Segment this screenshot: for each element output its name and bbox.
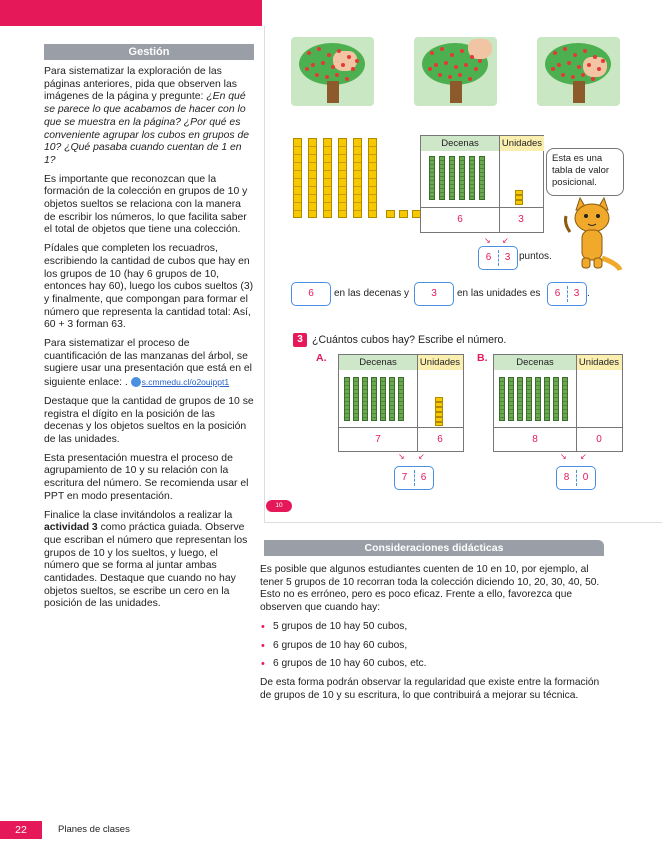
ten-stick bbox=[323, 138, 332, 218]
apple-icon bbox=[325, 75, 329, 79]
apple-icon bbox=[337, 49, 341, 53]
ten-stick bbox=[544, 377, 550, 421]
result-tens-digit: 7 bbox=[401, 472, 408, 483]
ten-stick bbox=[353, 377, 359, 421]
arrow-down-icon: ↙ bbox=[580, 452, 587, 461]
apple-icon bbox=[591, 77, 595, 81]
decenas-answer-box[interactable] bbox=[291, 282, 331, 306]
ten-stick bbox=[338, 138, 347, 218]
consideraciones-paragraph-2: De esta forma podrán observar la regularidad que existe entre la formación de grupos de 10 y su escritura, lo que contribuirá a mejorar su técnica. bbox=[260, 676, 600, 701]
student-page-number: 10 bbox=[266, 500, 292, 512]
top-accent-bar bbox=[0, 0, 262, 26]
apple-icon bbox=[327, 53, 331, 57]
gestion-paragraph-4 bbox=[44, 338, 254, 390]
apple-icon bbox=[468, 77, 472, 81]
arrow-down-icon: ↘ bbox=[484, 236, 491, 245]
apple-icon bbox=[335, 73, 339, 77]
result-units-digit: 6 bbox=[420, 472, 427, 483]
table-b-result-box[interactable] bbox=[556, 466, 596, 490]
table-a-label: A. bbox=[316, 352, 327, 364]
apple-icon bbox=[553, 51, 557, 55]
table-a-result-box[interactable] bbox=[394, 466, 434, 490]
unidades-answer: 3 bbox=[431, 288, 437, 299]
apple-icon bbox=[573, 53, 577, 57]
apple-icon bbox=[571, 75, 575, 79]
apple-icon bbox=[561, 73, 565, 77]
apple-icon bbox=[434, 63, 438, 67]
result-units-digit: 3 bbox=[504, 252, 511, 263]
table-b-label: B. bbox=[477, 352, 488, 364]
gestion-header: Gestión bbox=[44, 44, 254, 60]
puntos-label: puntos. bbox=[519, 251, 552, 262]
result-tens-digit: 6 bbox=[485, 252, 492, 263]
sentence-text-1: en las decenas y bbox=[334, 288, 410, 299]
ten-stick bbox=[368, 138, 377, 218]
apple-icon bbox=[448, 75, 452, 79]
footer-page-number: 22 bbox=[0, 821, 42, 839]
apple-icon bbox=[315, 73, 319, 77]
apple-icon bbox=[341, 63, 345, 67]
total-units-digit: 3 bbox=[573, 288, 580, 299]
tree-trunk bbox=[573, 81, 585, 103]
place-value-table-b bbox=[493, 354, 623, 452]
apple-icon bbox=[478, 59, 482, 63]
speech-bubble: Esta es una tabla de valor posicional. bbox=[546, 148, 624, 196]
apple-icon bbox=[601, 59, 605, 63]
unidades-value: 6 bbox=[437, 434, 443, 445]
gestion-paragraph-6: Esta presentación muestra el proceso de agrupamiento de 10 y su relación con la escritura del número. Se recomienda usar el PPT en modo presentación. bbox=[44, 452, 249, 502]
apple-icon bbox=[597, 67, 601, 71]
apple-icon bbox=[321, 61, 325, 65]
list-item: • 6 grupos de 10 hay 60 cubos, bbox=[260, 640, 606, 653]
apple-icon bbox=[428, 67, 432, 71]
presentation-link[interactable]: s.cmmedu.cl/o2ouippt1 bbox=[141, 377, 230, 388]
decenas-value: 7 bbox=[375, 434, 381, 445]
result-tens-digit: 8 bbox=[563, 472, 570, 483]
ten-stick bbox=[562, 377, 568, 421]
ten-stick bbox=[499, 377, 505, 421]
gestion-p7-end: como práctica guiada. Observe que escriban el número que representan los grupos de 10 y los sueltos, y luego, el número que se forma al juntar ambas cantidades. Destaque que cuando no hay objetos sueltos, se escribe un cero en la posición de las unidades. bbox=[44, 522, 248, 610]
ten-stick bbox=[439, 156, 445, 200]
table-row-divider bbox=[339, 427, 463, 428]
place-value-table-top bbox=[420, 135, 544, 233]
total-answer-box[interactable] bbox=[547, 282, 587, 306]
ten-stick bbox=[553, 377, 559, 421]
task-3-question: ¿Cuántos cubos hay? Escribe el número. bbox=[312, 334, 507, 346]
apple-tree-photo-2 bbox=[414, 37, 497, 106]
ten-stick bbox=[353, 138, 362, 218]
apple-icon bbox=[351, 67, 355, 71]
gestion-paragraph-5: Destaque que la cantidad de grupos de 10 se registra el dígito en la posición de las decenas y los objetos sueltos en la posición de las unidades. bbox=[44, 395, 254, 445]
table-row-divider bbox=[494, 427, 622, 428]
tree-trunk bbox=[450, 81, 462, 103]
decenas-header: Decenas bbox=[339, 355, 417, 370]
gestion-p7-bold: actividad 3 bbox=[44, 522, 98, 534]
apple-icon bbox=[563, 47, 567, 51]
apple-icon bbox=[464, 63, 468, 67]
decenas-value: 6 bbox=[457, 214, 463, 225]
apple-icon bbox=[450, 53, 454, 57]
apple-icon bbox=[317, 47, 321, 51]
unit-cube bbox=[515, 200, 523, 205]
unit-cube bbox=[386, 210, 395, 218]
unidades-value: 0 bbox=[596, 434, 602, 445]
apple-icon bbox=[440, 47, 444, 51]
ten-stick bbox=[459, 156, 465, 200]
apple-icon bbox=[587, 63, 591, 67]
ten-stick bbox=[479, 156, 485, 200]
apple-icon bbox=[438, 73, 442, 77]
apple-icon bbox=[305, 67, 309, 71]
ten-stick bbox=[517, 377, 523, 421]
table-row-divider bbox=[421, 207, 543, 208]
ten-stick bbox=[526, 377, 532, 421]
apple-icon bbox=[551, 67, 555, 71]
apple-icon bbox=[454, 65, 458, 69]
ten-stick bbox=[344, 377, 350, 421]
sentence-end: . bbox=[587, 288, 590, 299]
unidades-header: Unidades bbox=[499, 136, 544, 151]
apple-icon bbox=[355, 59, 359, 63]
gestion-p1-questions: ¿En qué se parece lo que acabamos de hacer con lo que se muestra en la página? ¿Por qué es conveniente agrupar los cubos en grupos de 10? ¿Qué pasaba cuando cuentan de 1 en 1? bbox=[44, 91, 250, 166]
decenas-answer: 6 bbox=[308, 288, 314, 299]
ten-stick bbox=[308, 138, 317, 218]
unit-cube bbox=[399, 210, 408, 218]
place-value-table-a bbox=[338, 354, 464, 452]
ten-stick bbox=[371, 377, 377, 421]
gestion-paragraph-3: Pídales que completen los recuadros, escribiendo la cantidad de cubos que hay en los grupos de 10 (hay 6 grupos de 10, entonces hay 60), luego los cubos sueltos (3) y finalmente, que compongan para formar el número que representa la cantidad total: Así, 60 + 3 forman 63. bbox=[44, 243, 254, 331]
arrow-down-icon: ↙ bbox=[418, 452, 425, 461]
list-item: • 5 grupos de 10 hay 50 cubos, bbox=[260, 621, 606, 634]
gestion-paragraph-2: Es importante que reconozcan que la formación de la colección en grupos de 10 y objetos sueltos se relaciona con la manera de escribir los números, lo que facilita saber el total de objetos que tiene una colección. bbox=[44, 173, 248, 236]
gestion-p4-text: Para sistematizar el proceso de cuantificación de las manzanas del árbol, se sugiere usar una presentación que está en el siguiente enlace: . bbox=[44, 338, 252, 389]
list-item: • 6 grupos de 10 hay 60 cubos, etc. bbox=[260, 658, 606, 671]
ten-stick bbox=[380, 377, 386, 421]
decenas-header: Decenas bbox=[494, 355, 576, 370]
arrow-down-icon: ↙ bbox=[502, 236, 509, 245]
cat-mascot-icon bbox=[558, 196, 624, 274]
ten-stick bbox=[362, 377, 368, 421]
apple-tree-photo-3 bbox=[537, 37, 620, 106]
gestion-p1-text: Para sistematizar la exploración de las páginas anteriores, pida que observen las imágenes de la página y pregunte: bbox=[44, 66, 237, 103]
gestion-section bbox=[44, 44, 254, 611]
apple-icon bbox=[345, 77, 349, 81]
unit-cube bbox=[435, 422, 443, 426]
ten-stick bbox=[449, 156, 455, 200]
gestion-p7-start: Finalice la clase invitándolos a realizar la bbox=[44, 509, 233, 521]
apple-icon bbox=[347, 55, 351, 59]
unidades-value: 3 bbox=[518, 214, 524, 225]
apple-icon bbox=[307, 51, 311, 55]
ten-stick bbox=[398, 377, 404, 421]
ten-stick bbox=[293, 138, 302, 218]
ten-stick bbox=[429, 156, 435, 200]
decenas-value: 8 bbox=[532, 434, 538, 445]
apple-icon bbox=[470, 55, 474, 59]
apple-icon bbox=[444, 61, 448, 65]
apple-icon bbox=[430, 51, 434, 55]
ten-stick bbox=[508, 377, 514, 421]
apple-tree-photo-1 bbox=[291, 37, 374, 106]
apple-icon bbox=[567, 61, 571, 65]
total-tens-digit: 6 bbox=[554, 288, 561, 299]
apple-icon bbox=[460, 49, 464, 53]
apple-icon bbox=[593, 55, 597, 59]
unidades-header: Unidades bbox=[417, 355, 463, 370]
apple-icon bbox=[474, 67, 478, 71]
link-icon bbox=[131, 377, 141, 387]
apple-icon bbox=[331, 65, 335, 69]
consideraciones-paragraph-1: Es posible que algunos estudiantes cuenten de 10 en 10, por ejemplo, al tener 5 grupos de 10 recorran toda la colección diciendo 10, 20, 30, 40, 50. Esto no es erróneo, pero es poco eficaz. Frente a ello, favorezca que observen que cuando hay: bbox=[260, 564, 600, 614]
tree-trunk bbox=[327, 81, 339, 103]
consideraciones-body bbox=[260, 564, 606, 702]
gestion-paragraph-7 bbox=[44, 510, 254, 612]
unidades-answer-box[interactable] bbox=[414, 282, 454, 306]
unidades-header: Unidades bbox=[576, 355, 622, 370]
gestion-paragraph-1 bbox=[44, 66, 254, 168]
arrow-down-icon: ↘ bbox=[398, 452, 405, 461]
result-units-digit: 0 bbox=[582, 472, 589, 483]
consideraciones-header: Consideraciones didácticas bbox=[264, 540, 604, 556]
task-3-badge: 3 bbox=[293, 333, 307, 347]
result-number-box[interactable] bbox=[478, 246, 518, 270]
apple-icon bbox=[577, 65, 581, 69]
apple-icon bbox=[557, 63, 561, 67]
sentence-text-2: en las unidades es bbox=[457, 288, 541, 299]
apple-icon bbox=[311, 63, 315, 67]
apple-icon bbox=[581, 73, 585, 77]
ten-stick bbox=[469, 156, 475, 200]
ten-stick bbox=[535, 377, 541, 421]
arrow-down-icon: ↘ bbox=[560, 452, 567, 461]
apple-icon bbox=[458, 73, 462, 77]
footer-label: Planes de clases bbox=[58, 824, 130, 835]
consideraciones-list bbox=[260, 621, 606, 671]
decenas-header: Decenas bbox=[421, 136, 499, 151]
apple-icon bbox=[583, 49, 587, 53]
ten-stick bbox=[389, 377, 395, 421]
